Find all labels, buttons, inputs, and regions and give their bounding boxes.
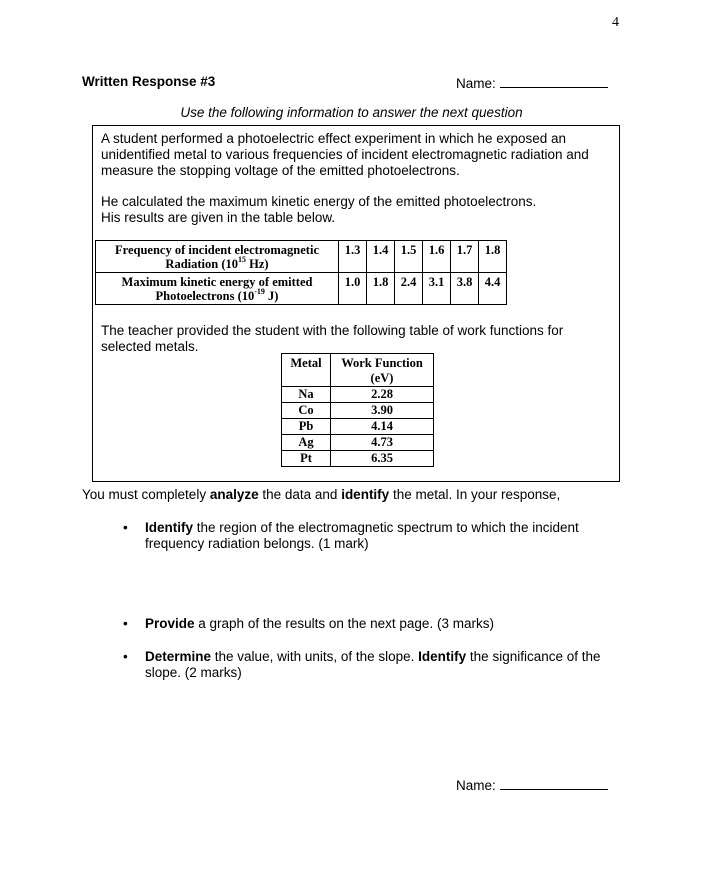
results-row-frequency: [96, 241, 507, 273]
work-function-header-row: [282, 354, 434, 387]
bullet-icon: •: [123, 649, 128, 664]
task-intro: You must completely analyze the data and identify the metal. In your response,: [82, 487, 561, 502]
energy-label: Maximum kinetic energy of emitted Photoelectrons ($10^{-19}$ J): [96, 273, 339, 305]
name-label: Name:: [456, 76, 496, 91]
frequency-value: 1.4: [367, 241, 395, 273]
task-bullet-identify: Identify the region of the electromagnetic spectrum to which the incident frequency radiation belongs. (1 mark): [145, 520, 579, 551]
bullet-icon: •: [123, 520, 128, 535]
work-function-header: Work Function (eV): [331, 354, 434, 387]
energy-value: 1.8: [367, 273, 395, 305]
info-paragraph-2-line-1: He calculated the maximum kinetic energy of the emitted photoelectrons.: [101, 194, 537, 209]
page-number: 4: [612, 15, 619, 30]
info-paragraph-2: [101, 194, 613, 226]
work-function-cell: 6.35: [331, 451, 434, 467]
table-row: [282, 403, 434, 419]
work-function-cell: 3.90: [331, 403, 434, 419]
metal-header: Metal: [282, 354, 331, 387]
frequency-label: Frequency of incident electromagnetic Radiation ($10^{15}$ Hz): [96, 241, 339, 273]
section-title: Written Response #3: [82, 74, 216, 89]
energy-value: 3.1: [423, 273, 451, 305]
work-function-cell: 2.28: [331, 387, 434, 403]
table-row: [282, 419, 434, 435]
metal-cell: Na: [282, 387, 331, 403]
name-field-bottom: [456, 776, 608, 793]
frequency-value: 1.7: [451, 241, 479, 273]
name-field-top: [456, 74, 608, 91]
results-table: [95, 240, 507, 305]
table-row: [282, 435, 434, 451]
results-row-energy: [96, 273, 507, 305]
info-paragraph-3: The teacher provided the student with the following table of work functions for selected metals.: [101, 323, 564, 354]
bullet-icon: •: [123, 616, 128, 631]
table-row: [282, 451, 434, 467]
energy-value: 1.0: [339, 273, 367, 305]
work-function-cell: 4.73: [331, 435, 434, 451]
frequency-value: 1.8: [479, 241, 507, 273]
work-function-cell: 4.14: [331, 419, 434, 435]
frequency-value: 1.5: [395, 241, 423, 273]
metal-cell: Pt: [282, 451, 331, 467]
name-label: Name:: [456, 778, 496, 793]
info-paragraph-2-line-2: His results are given in the table below.: [101, 210, 336, 225]
name-blank-line: [500, 74, 608, 88]
instruction-text: Use the following information to answer the next question: [180, 105, 523, 120]
table-row: [282, 387, 434, 403]
energy-value: 2.4: [395, 273, 423, 305]
energy-value: 4.4: [479, 273, 507, 305]
metal-cell: Pb: [282, 419, 331, 435]
metal-cell: Ag: [282, 435, 331, 451]
task-bullet-provide: Provide a graph of the results on the next page. (3 marks): [145, 616, 494, 631]
name-blank-line: [500, 776, 608, 790]
frequency-value: 1.3: [339, 241, 367, 273]
frequency-value: 1.6: [423, 241, 451, 273]
energy-value: 3.8: [451, 273, 479, 305]
info-paragraph-1: A student performed a photoelectric effect experiment in which he exposed an unidentified metal to various frequencies of incident electromagnetic radiation and measure the stopping voltage of the emitted photoelectrons.: [101, 131, 589, 178]
work-function-table: [281, 353, 434, 467]
task-bullet-determine: Determine the value, with units, of the slope. Identify the significance of the slope. (2 marks): [145, 649, 601, 680]
metal-cell: Co: [282, 403, 331, 419]
